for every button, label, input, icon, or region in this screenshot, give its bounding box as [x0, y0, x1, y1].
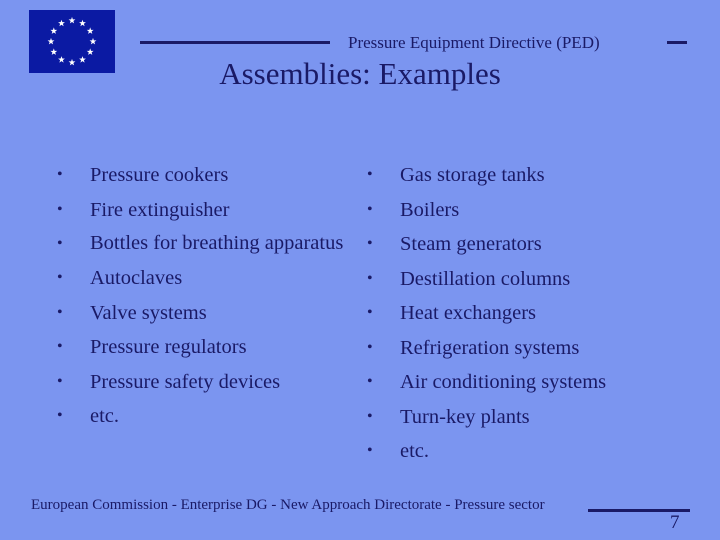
- bullet-icon: •: [367, 166, 373, 183]
- list-item: • Autoclaves: [57, 261, 347, 296]
- bullet-icon: •: [367, 338, 373, 356]
- bullet-icon: •: [57, 235, 63, 252]
- flag-star: [87, 48, 94, 55]
- bullet-icon: •: [57, 200, 63, 218]
- header-subtitle: Pressure Equipment Directive (PED): [348, 33, 600, 52]
- list-item: • Valve systems: [57, 296, 347, 331]
- bullet-icon: •: [57, 303, 63, 321]
- list-item: • etc.: [367, 434, 697, 469]
- bullet-icon: •: [367, 269, 373, 287]
- bullet-icon: •: [367, 200, 373, 218]
- list-item: • Boilers: [367, 193, 697, 228]
- bullet-icon: •: [57, 269, 63, 286]
- page-title: Assemblies: Examples: [219, 56, 501, 91]
- bullet-icon: •: [57, 372, 63, 390]
- list-item: • etc.: [57, 399, 347, 434]
- flag-star: [48, 38, 55, 45]
- flag-star: [58, 20, 65, 27]
- list-item: • Steam generators: [367, 227, 697, 262]
- list-item: • Pressure safety devices: [57, 365, 347, 400]
- bullet-icon: •: [57, 407, 63, 424]
- flag-star: [69, 17, 76, 24]
- bullet-icon: •: [367, 304, 373, 321]
- list-item: • Gas storage tanks: [367, 158, 697, 193]
- bullet-icon: •: [57, 166, 63, 183]
- list-item: • Pressure regulators: [57, 330, 347, 365]
- flag-star: [79, 20, 86, 27]
- bullet-icon: •: [57, 338, 63, 355]
- bullet-icon: •: [367, 373, 373, 390]
- bullet-icon: •: [367, 442, 373, 459]
- list-item: • Pressure cookers: [57, 158, 347, 193]
- list-item: • Air conditioning systems: [367, 365, 697, 400]
- bullet-icon: •: [367, 407, 373, 425]
- flag-star: [87, 27, 94, 34]
- left-bullet-list: [57, 158, 347, 434]
- flag-star: [90, 38, 97, 45]
- list-item: • Refrigeration systems: [367, 331, 697, 366]
- flag-star: [50, 48, 57, 55]
- bullet-icon: •: [367, 235, 373, 252]
- footer-text: European Commission - Enterprise DG - New Approach Directorate - Pressure sector: [31, 497, 545, 513]
- list-item: • Destillation columns: [367, 262, 697, 297]
- list-item: • Bottles for breathing apparatus: [57, 227, 347, 261]
- header-rule-left: [140, 41, 330, 44]
- right-bullet-list: [367, 158, 697, 469]
- flag-star: [50, 27, 57, 34]
- list-item: • Heat exchangers: [367, 296, 697, 331]
- list-item: • Turn-key plants: [367, 400, 697, 435]
- page-number: 7: [670, 512, 680, 533]
- header-rule-right: [667, 41, 687, 44]
- list-item: • Fire extinguisher: [57, 193, 347, 228]
